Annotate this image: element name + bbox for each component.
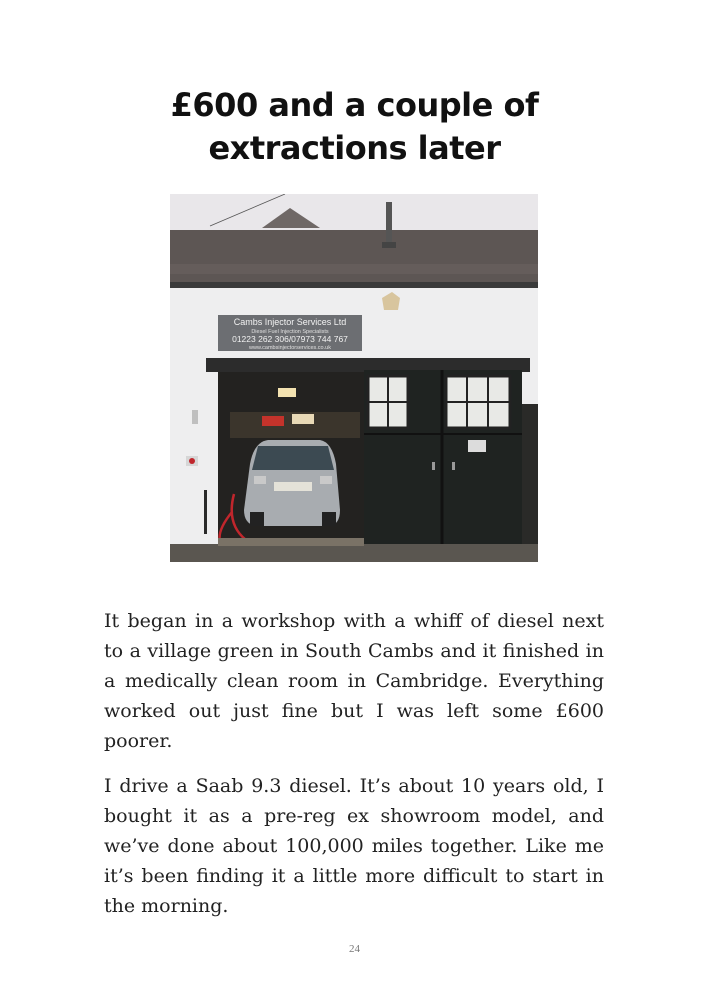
sign-website: www.cambsinjectorservices.co.uk [249, 345, 331, 351]
title-line-1: £600 and a couple of [170, 86, 539, 124]
ground [170, 544, 538, 562]
garage-door [364, 370, 522, 544]
page-title [0, 84, 709, 170]
chimney-pipe [386, 202, 392, 244]
wall-switch [192, 410, 198, 424]
sign-company: Cambs Injector Services Ltd [233, 317, 347, 327]
sky [170, 194, 538, 234]
shop-sign [218, 315, 362, 351]
timber-cladding [522, 404, 538, 544]
paragraph-1: It began in a workshop with a whiff of diesel next to a village green in South Cambs and it finished in a medically clean room in Cambridge. Everything worked out just fine but I was left some £600 poorer. [104, 610, 604, 752]
gutter [170, 282, 538, 288]
door-lintel [206, 358, 530, 372]
page-number: 24 [349, 943, 360, 955]
workshop-photo [170, 194, 538, 562]
roof [170, 230, 538, 286]
title-line-2: extractions later [208, 129, 501, 167]
silver-car [244, 440, 340, 526]
wall-notice [262, 416, 284, 426]
downpipe [204, 490, 207, 534]
interior-light [278, 388, 296, 397]
sign-tagline: Diesel Fuel Injection Specialists [251, 329, 329, 335]
paragraph-2: I drive a Saab 9.3 diesel. It’s about 10 years old, I bought it as a pre-reg ex showroom model, and we’ve done about 100,000 miles together. Like me it’s been finding it a little more difficult to start in the morning. [104, 775, 604, 917]
article-body [104, 606, 604, 936]
sign-phone: 01223 262 306/07973 744 767 [232, 334, 348, 344]
